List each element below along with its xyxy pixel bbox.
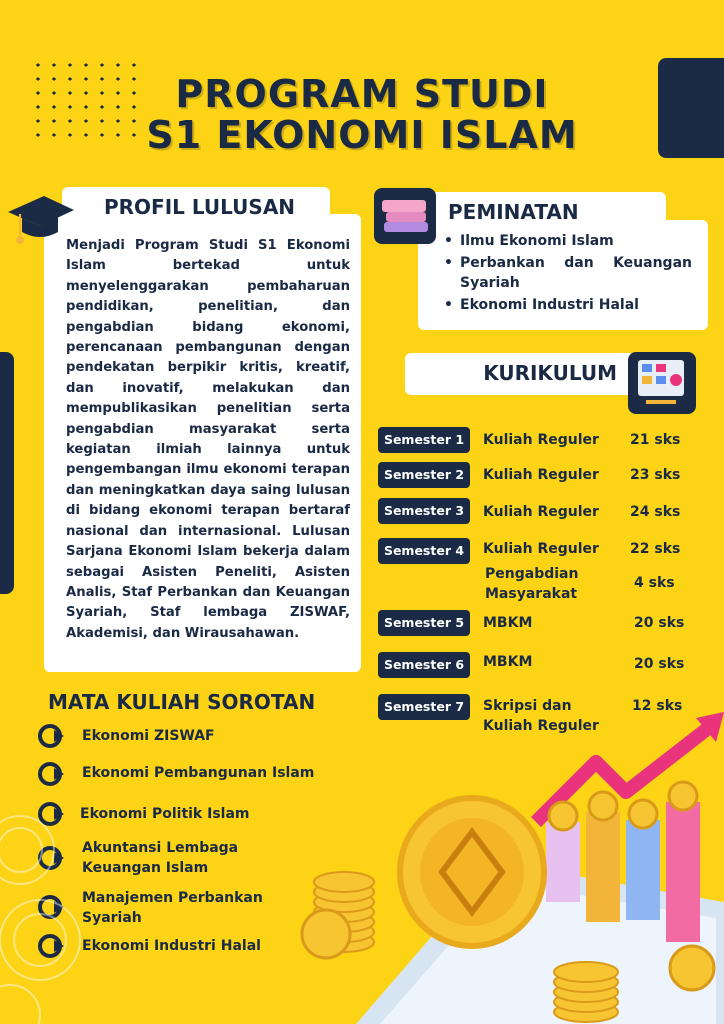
kurikulum-course: Pengabdian Masyarakat (485, 566, 579, 602)
kurikulum-course: Kuliah Reguler (483, 541, 599, 557)
mata-kuliah-item: Ekonomi ZISWAF (82, 728, 215, 744)
peminatan-item: • Ilmu Ekonomi Islam (442, 231, 692, 251)
arrow-circle-icon (38, 722, 66, 750)
kurikulum-course: MBKM (483, 615, 533, 631)
books-icon (374, 188, 436, 244)
peminatan-heading-text: PEMINATAN (448, 200, 579, 224)
semester-badge: Semester 4 (378, 538, 470, 564)
page-title-line1: PROGRAM STUDI (175, 72, 549, 116)
arrow-circle-icon (38, 760, 66, 788)
peminatan-item: • Perbankan dan Keuangan Syariah (442, 253, 692, 293)
kurikulum-course: Kuliah Reguler (483, 467, 599, 483)
kurikulum-course: MBKM (483, 654, 533, 670)
peminatan-item: • Ekonomi Industri Halal (442, 295, 692, 315)
mata-kuliah-item: Ekonomi Politik Islam (80, 806, 250, 822)
kurikulum-sks: 20 sks (634, 656, 685, 672)
kurikulum-course: Kuliah Reguler (483, 504, 599, 520)
kurikulum-sks: 21 sks (630, 432, 681, 448)
semester-badge: Semester 6 (378, 652, 470, 678)
semester-badge: Semester 7 (378, 694, 470, 720)
semester-badge: Semester 5 (378, 610, 470, 636)
profil-heading (62, 187, 330, 229)
peminatan-list (442, 231, 692, 317)
kurikulum-sks: 23 sks (630, 467, 681, 483)
ornament-pattern-icon (0, 790, 120, 1024)
kurikulum-sks: 24 sks (630, 504, 681, 520)
semester-badge: Semester 3 (378, 498, 470, 524)
semester-badge: Semester 1 (378, 427, 470, 453)
mata-kuliah-item: Ekonomi Pembangunan Islam (82, 765, 315, 781)
kurikulum-sks: 22 sks (630, 541, 681, 557)
curriculum-board-icon (628, 352, 696, 414)
kurikulum-heading-text: KURIKULUM (483, 361, 617, 385)
mata-kuliah-item: Manajemen Perbankan Syariah (82, 890, 263, 926)
financial-growth-illustration (296, 712, 724, 1024)
kurikulum-course: Kuliah Reguler (483, 432, 599, 448)
kurikulum-sks: 20 sks (634, 615, 685, 631)
mata-kuliah-item: Akuntansi Lembaga Keuangan Islam (82, 840, 239, 876)
decor-block-left (0, 352, 14, 594)
kurikulum-heading (405, 353, 635, 395)
peminatan-heading (418, 192, 666, 234)
mata-kuliah-item: Ekonomi Industri Halal (82, 938, 261, 954)
kurikulum-course: Skripsi dan Kuliah Reguler (483, 698, 599, 734)
semester-badge: Semester 2 (378, 462, 470, 488)
profil-description: Menjadi Program Studi S1 Ekonomi Islam bertekad untuk menyelenggarakan pembaharuan pendidikan, penelitian, dan pengabdian bidang ekonomi, perencanaan pembangunan dengan pendekatan berpikir kritis, kreatif, dan inovatif, melakukan dan mempublikasikan penelitian serta pengabdian masyarakat serta kegiatan ilmiah lainnya untuk pengembangan ilmu ekonomi terapan dan meningkatkan daya saing lulusan di bidang ekonomi terapan bertaraf nasional dan internasional. Lulusan Sarjana Ekonomi Islam bekerja dalam sebagai Asisten Peneliti, Asisten Analis, Staf Perbankan dan Keuangan Syariah, Staf lembaga ZISWAF, Akademisi, dan Wirausahawan. (66, 238, 350, 641)
page-title-line2: S1 EKONOMI ISLAM (146, 113, 578, 157)
kurikulum-sks: 4 sks (634, 575, 675, 591)
profil-heading-text: PROFIL LULUSAN (104, 195, 296, 219)
mata-kuliah-heading: MATA KULIAH SOROTAN (48, 690, 316, 714)
kurikulum-sks: 12 sks (632, 698, 683, 714)
